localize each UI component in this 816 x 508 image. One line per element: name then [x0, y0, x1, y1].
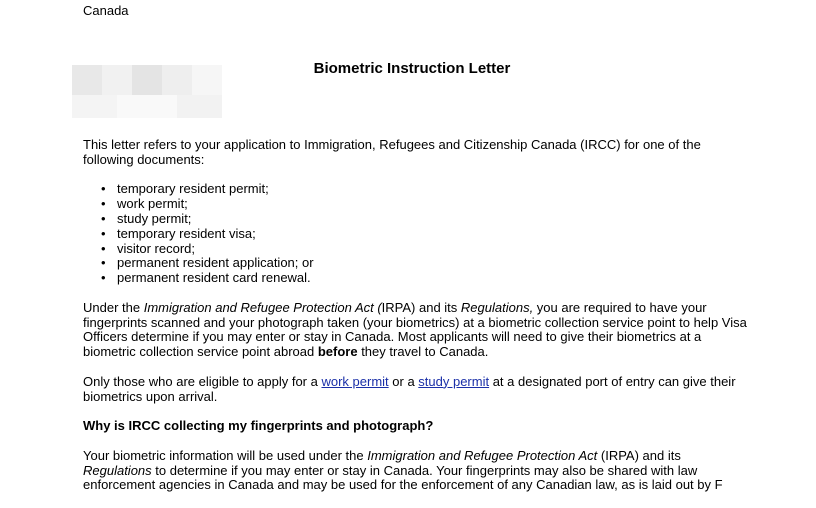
regulations-name: Regulations: [83, 462, 152, 478]
biometrics-requirement-paragraph: [83, 301, 753, 360]
text-span: at a designated port of entry can give their biometrics upon arrival.: [83, 373, 736, 404]
study-permit-link[interactable]: study permit: [418, 373, 490, 389]
list-item: • temporary resident visa;: [117, 227, 753, 242]
list-item: • visitor record;: [117, 242, 753, 257]
text-span: you are required to have your fingerprints scanned and your photograph taken (your biometrics) at a biometric collection service point to help Visa Officers determine if you may enter or stay in Canada. Most applicants will need to give their biometrics at a biometric collection service point abroad: [83, 299, 747, 360]
text-span: to determine if you may enter or stay in Canada. Your fingerprints may also be shared with law enforcement agencies in Canada and may be used for the enforcement of any Canadian law, as is laid out by F: [83, 462, 723, 493]
section-heading: Why is IRCC collecting my fingerprints and photograph?: [83, 418, 434, 434]
act-name: Immigration and Refugee Protection Act (: [143, 299, 382, 315]
text-span: Only those who are eligible to apply for a: [83, 373, 322, 389]
documents-list: [83, 182, 753, 286]
text-span: Under the: [83, 299, 144, 315]
list-item: • study permit;: [117, 212, 753, 227]
text-span: (IRPA) and its: [597, 447, 681, 463]
biometric-use-paragraph: [83, 449, 753, 493]
port-of-entry-paragraph: [83, 375, 753, 405]
letter-title: Biometric Instruction Letter: [313, 60, 511, 77]
text-span: or a: [388, 373, 419, 389]
list-item: • temporary resident permit;: [117, 182, 753, 197]
work-permit-link[interactable]: work permit: [321, 373, 389, 389]
list-item: • permanent resident application; or: [117, 256, 753, 271]
text-span: they travel to Canada.: [357, 344, 489, 360]
list-item: • work permit;: [117, 197, 753, 212]
regulations-name: Regulations,: [460, 299, 534, 315]
intro-paragraph: This letter refers to your application to Immigration, Refugees and Citizenship Canada (IRCC) for one of the following documents:: [83, 137, 701, 167]
header-country: Canada: [83, 3, 129, 18]
text-span: Your biometric information will be used under the: [83, 447, 368, 463]
letter-body: [83, 138, 753, 508]
text-span: IRPA) and its: [381, 299, 461, 315]
act-name: Immigration and Refugee Protection Act: [367, 447, 598, 463]
emphasis-before: before: [317, 344, 358, 360]
list-item: • permanent resident card renewal.: [117, 271, 753, 286]
